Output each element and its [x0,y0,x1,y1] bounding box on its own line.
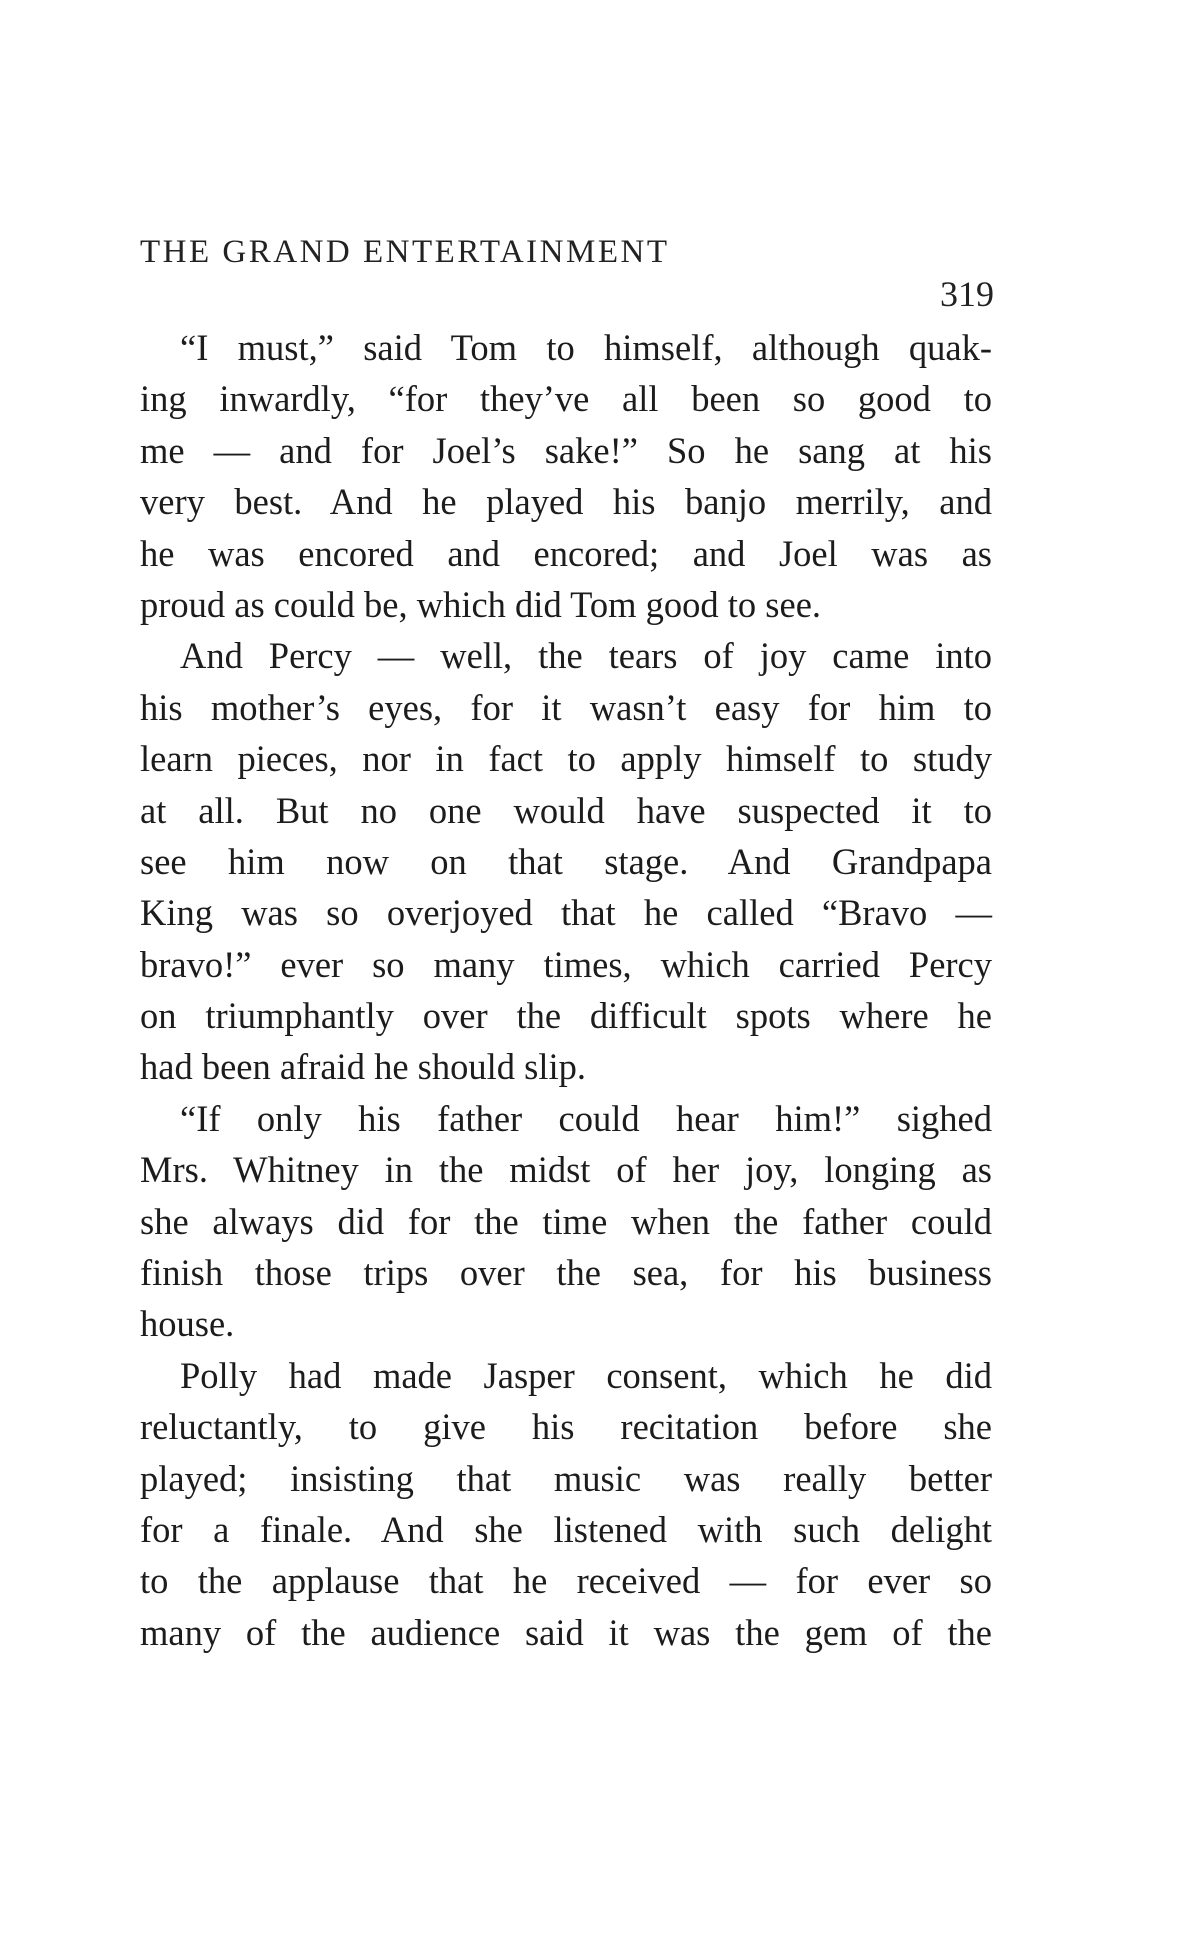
text-line: bravo!” ever so many times, which carried Percy [140,943,992,985]
text-line: “If only his father could hear him!” sighed [180,1097,992,1139]
text-line: he was encored and encored; and Joel was as [140,532,992,574]
text-line: his mother’s eyes, for it wasn’t easy for him to [140,686,992,728]
page-number: 319 [940,274,994,314]
text-line: proud as could be, which did Tom good to see. [140,583,822,625]
running-head: THE GRAND ENTERTAINMENT [140,234,670,270]
text-line: Polly had made Jasper consent, which he did [180,1354,992,1396]
text-line: for a finale. And she listened with such delight [140,1508,992,1550]
text-line: King was so overjoyed that he called “Bravo — [140,892,992,934]
text-line: she always did for the time when the father could [140,1200,992,1242]
text-line: very best. And he played his banjo merrily, and [140,481,992,523]
text-line: on triumphantly over the difficult spots where he [140,995,992,1037]
body-text [140,322,992,1658]
text-line: And Percy — well, the tears of joy came into [180,635,992,677]
text-line: Mrs. Whitney in the midst of her joy, longing as [140,1149,992,1191]
text-line: to the applause that he received — for ever so [140,1560,992,1602]
text-line: had been afraid he should slip. [140,1046,586,1088]
text-line: finish those trips over the sea, for his business [140,1252,992,1294]
text-line: see him now on that stage. And Grandpapa [140,840,992,882]
text-line: many of the audience said it was the gem of the [140,1611,992,1653]
text-line: reluctantly, to give his recitation before she [140,1406,992,1448]
text-line: at all. But no one would have suspected it to [140,789,992,831]
text-line: learn pieces, nor in fact to apply himself to study [140,738,992,780]
text-line: “I must,” said Tom to himself, although quak- [180,327,992,368]
text-line: played; insisting that music was really better [140,1457,992,1499]
text-line: ing inwardly, “for they’ve all been so good to [140,378,992,420]
text-line: me — and for Joel’s sake!” So he sang at his [140,429,992,471]
text-line: house. [140,1303,235,1345]
